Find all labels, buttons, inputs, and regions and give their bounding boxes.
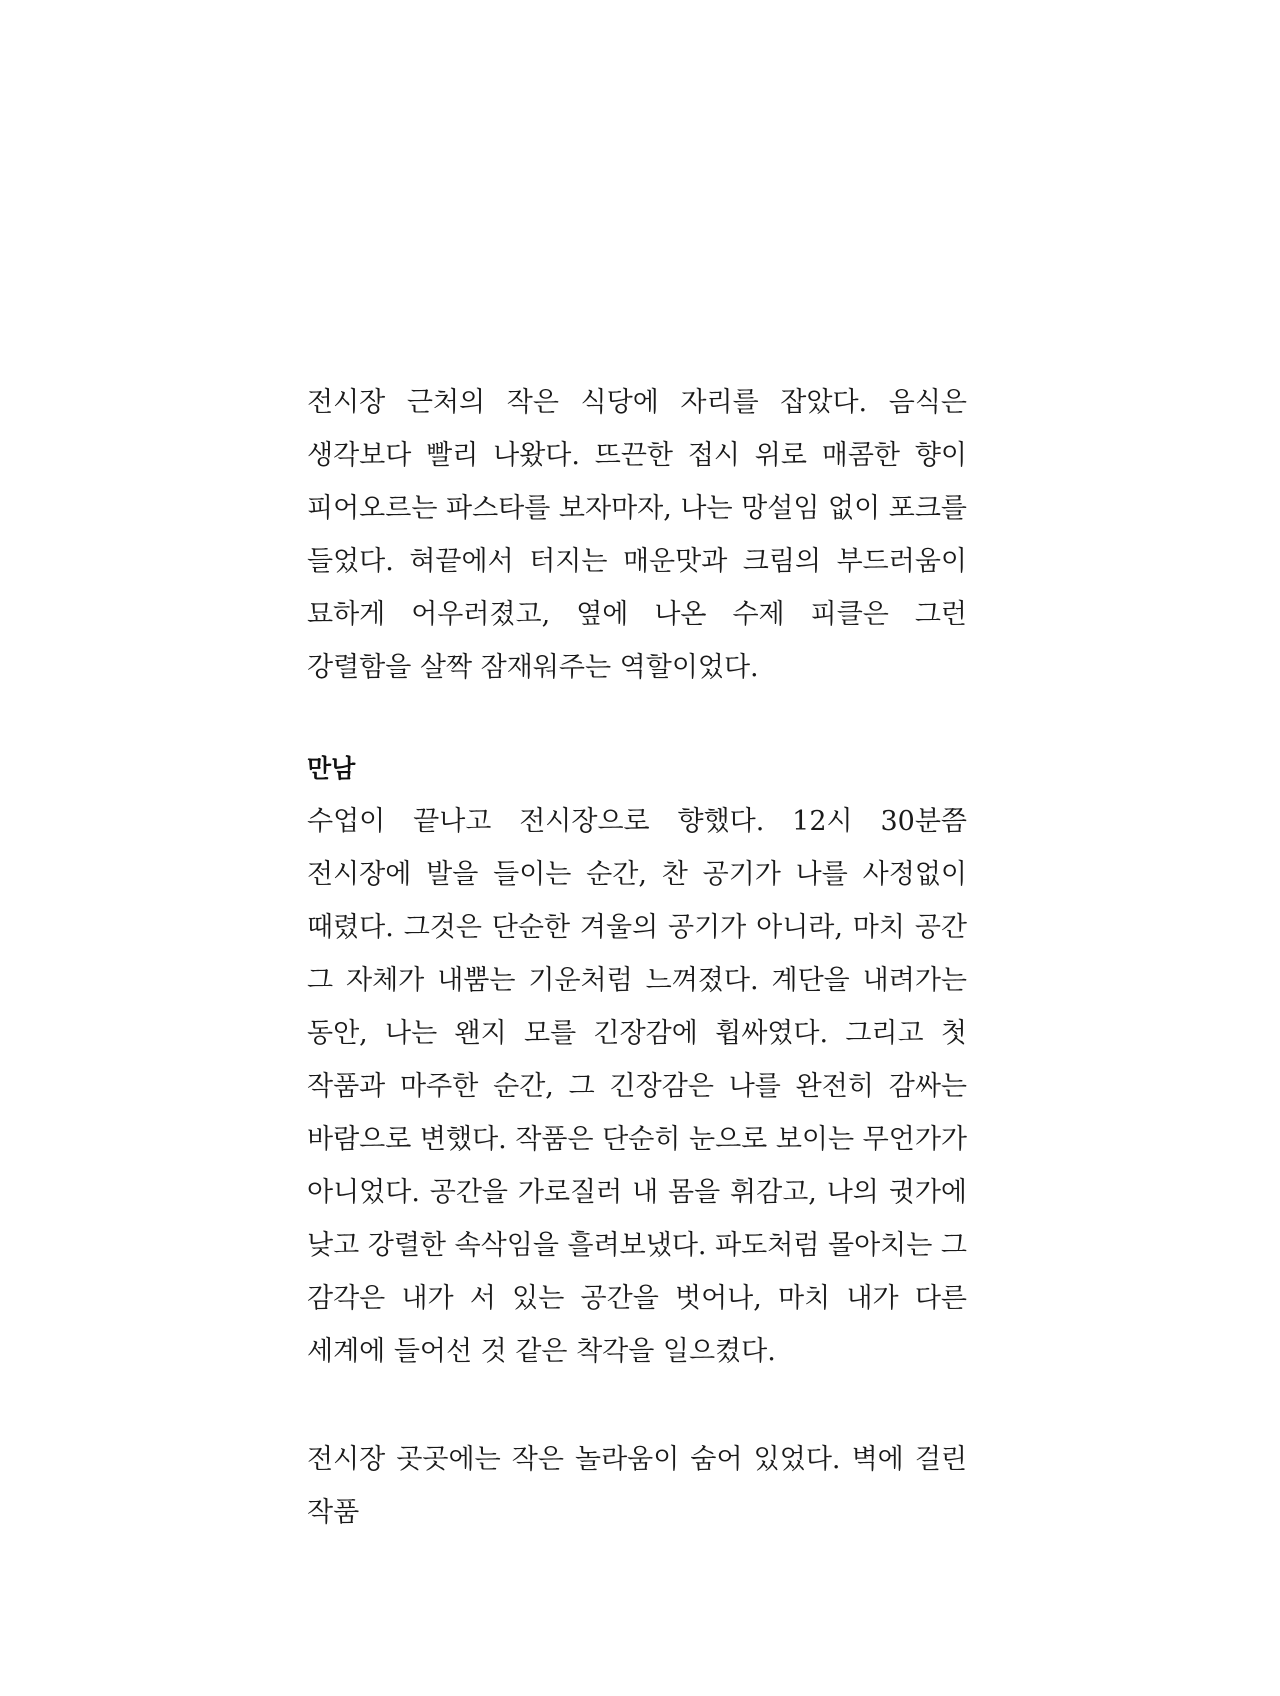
- text-body: [307, 376, 967, 1539]
- paragraph-exhibition: 전시장 곳곳에는 작은 놀라움이 숨어 있었다. 벽에 걸린 작품: [307, 1444, 967, 1528]
- paragraph-restaurant: 전시장 근처의 작은 식당에 자리를 잡았다. 음식은 생각보다 빨리 나왔다. 뜨끈한 접시 위로 매콤한 향이 피어오르는 파스타를 보자마자, 나는 망설임 없이 포크를 들었다. 혀끝에서 터지는 매운맛과 크림의 부드러움이 묘하게 어우러졌고, 옆에 나온 수제 피클은 그런 강렬함을 살짝 잠재워주는 역할이었다.: [307, 387, 967, 683]
- paragraph-meeting: 수업이 끝나고 전시장으로 향했다. 12시 30분쯤 전시장에 발을 들이는 순간, 찬 공기가 나를 사정없이 때렸다. 그것은 단순한 겨울의 공기가 아니라, 마치 공간 그 자체가 내뿜는 기운처럼 느껴졌다. 계단을 내려가는 동안, 나는 왠지 모를 긴장감에 휩싸였다. 그리고 첫 작품과 마주한 순간, 그 긴장감은 나를 완전히 감싸는 바람으로 변했다. 작품은 단순히 눈으로 보이는 무언가가 아니었다. 공간을 가로질러 내 몸을 휘감고, 나의 귓가에 낮고 강렬한 속삭임을 흘려보냈다. 파도처럼 몰아치는 그 감각은 내가 서 있는 공간을 벗어나, 마치 내가 다른 세계에 들어선 것 같은 착각을 일으켰다.: [307, 806, 967, 1367]
- section-heading: 만남: [307, 754, 356, 783]
